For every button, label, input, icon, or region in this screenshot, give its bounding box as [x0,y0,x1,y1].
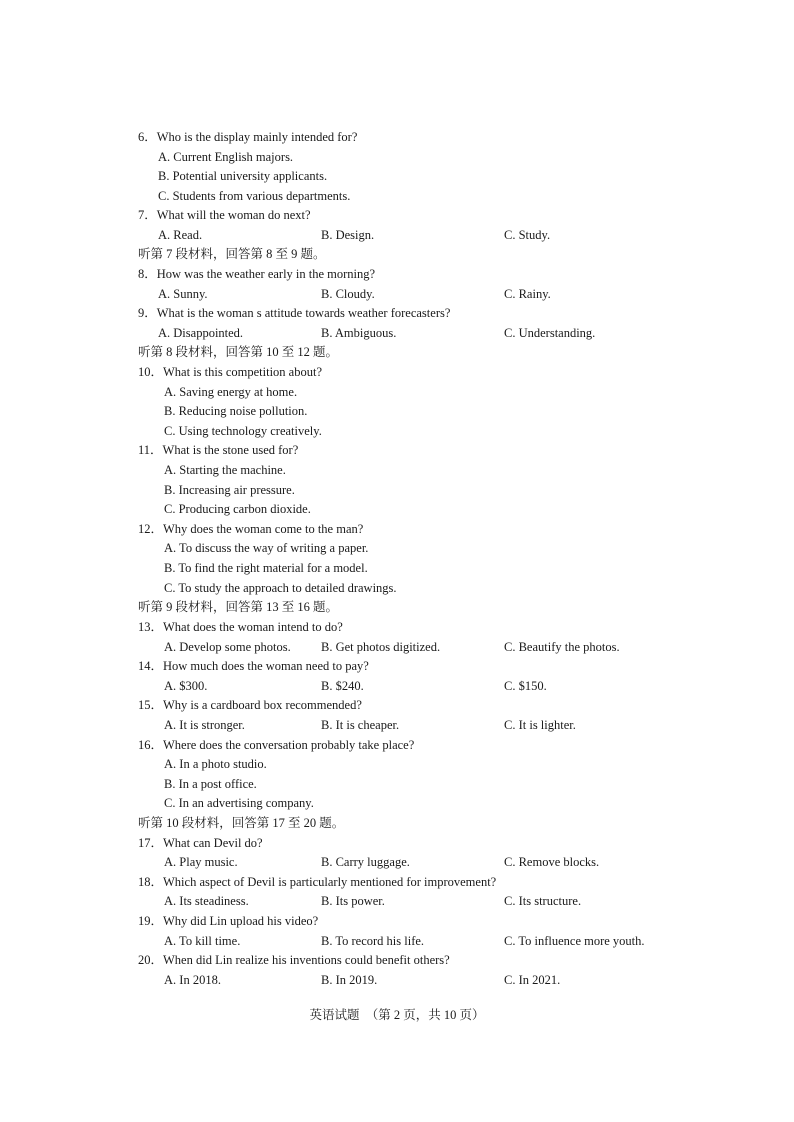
option-row [0,167,794,187]
question-8 [0,265,794,285]
option-row [0,892,794,912]
question-stem: 17．What can Devil do? [138,836,263,850]
option-b: B. $240. [321,679,364,693]
option-b: B. It is cheaper. [321,718,400,732]
section-heading [0,598,794,618]
question-stem: 18．Which aspect of Devil is particularly mentioned for improvement? [138,875,497,889]
option-row [0,971,794,991]
section-heading-text: 听第 10 段材料，回答第 17 至 20 题。 [138,816,345,830]
option-b: B. Its power. [321,894,385,908]
option-c: C. Using technology creatively. [164,424,322,438]
option-c: C. To influence more youth. [504,934,645,948]
option-b: B. In 2019. [321,973,378,987]
option-a: A. Play music. [164,855,238,869]
option-c: C. In an advertising company. [164,796,314,810]
option-row [0,579,794,599]
option-c: C. Remove blocks. [504,855,600,869]
question-16 [0,736,794,756]
option-row [0,539,794,559]
question-7 [0,206,794,226]
option-c: C. In 2021. [504,973,561,987]
option-b: B. Ambiguous. [321,326,397,340]
option-row [0,853,794,873]
option-b: B. Cloudy. [321,287,375,301]
option-row [0,638,794,658]
option-row [0,324,794,344]
option-row [0,794,794,814]
option-row [0,285,794,305]
option-row [0,755,794,775]
option-a: A. $300. [164,679,208,693]
option-a: A. Disappointed. [158,326,244,340]
option-row [0,716,794,736]
question-stem: 11．What is the stone used for? [138,443,299,457]
option-a: A. In a photo studio. [164,757,267,771]
question-11 [0,441,794,461]
option-a: A. Saving energy at home. [164,385,298,399]
section-heading-text: 听第 7 段材料，回答第 8 至 9 题。 [138,247,326,261]
option-row [0,775,794,795]
page-footer [0,1006,794,1026]
option-row [0,677,794,697]
option-row [0,461,794,481]
page-footer-text: 英语试题 （第 2 页，共 10 页） [309,1008,485,1022]
question-19 [0,912,794,932]
option-a: A. It is stronger. [164,718,245,732]
option-a: A. To discuss the way of writing a paper. [164,541,369,555]
question-stem: 16．Where does the conversation probably take place? [138,738,415,752]
option-row [0,226,794,246]
option-b: B. Design. [321,228,375,242]
option-c: C. Understanding. [504,326,596,340]
question-13 [0,618,794,638]
option-a: A. Sunny. [158,287,208,301]
option-c: C. It is lighter. [504,718,576,732]
question-stem: 9．What is the woman s attitude towards weather forecasters? [138,306,451,320]
option-c: C. To study the approach to detailed drawings. [164,581,397,595]
option-b: B. To find the right material for a model. [164,561,368,575]
option-c: C. Its structure. [504,894,582,908]
option-b: B. In a post office. [164,777,257,791]
question-17 [0,834,794,854]
section-heading [0,814,794,834]
section-heading-text: 听第 9 段材料，回答第 13 至 16 题。 [138,600,339,614]
question-stem: 12．Why does the woman come to the man? [138,522,364,536]
option-a: A. Develop some photos. [164,640,291,654]
option-c: C. Students from various departments. [158,189,351,203]
question-20 [0,951,794,971]
option-c: C. $150. [504,679,547,693]
option-c: C. Producing carbon dioxide. [164,502,311,516]
question-stem: 20．When did Lin realize his inventions could benefit others? [138,953,450,967]
question-stem: 15．Why is a cardboard box recommended? [138,698,362,712]
option-row [0,187,794,207]
option-row [0,481,794,501]
question-stem: 14．How much does the woman need to pay? [138,659,369,673]
option-b: B. Potential university applicants. [158,169,328,183]
option-a: A. In 2018. [164,973,221,987]
question-18 [0,873,794,893]
option-b: B. Increasing air pressure. [164,483,295,497]
option-row [0,559,794,579]
option-a: A. Starting the machine. [164,463,286,477]
option-row [0,422,794,442]
option-row [0,148,794,168]
question-stem: 19．Why did Lin upload his video? [138,914,319,928]
question-stem: 7．What will the woman do next? [138,208,311,222]
option-row [0,402,794,422]
section-heading [0,245,794,265]
option-b: B. Carry luggage. [321,855,410,869]
option-a: A. To kill time. [164,934,241,948]
option-b: B. Get photos digitized. [321,640,441,654]
question-10 [0,363,794,383]
section-heading-text: 听第 8 段材料，回答第 10 至 12 题。 [138,345,339,359]
option-a: A. Its steadiness. [164,894,249,908]
question-6 [0,128,794,148]
option-c: C. Beautify the photos. [504,640,620,654]
question-stem: 13．What does the woman intend to do? [138,620,343,634]
question-9 [0,304,794,324]
question-stem: 10．What is this competition about? [138,365,322,379]
question-12 [0,520,794,540]
option-row [0,932,794,952]
option-row [0,500,794,520]
question-15 [0,696,794,716]
question-stem: 8．How was the weather early in the morning? [138,267,376,281]
option-c: C. Study. [504,228,551,242]
question-stem: 6．Who is the display mainly intended for? [138,130,358,144]
option-a: A. Read. [158,228,203,242]
section-heading [0,343,794,363]
option-row [0,383,794,403]
question-14 [0,657,794,677]
option-b: B. Reducing noise pollution. [164,404,308,418]
option-b: B. To record his life. [321,934,425,948]
option-c: C. Rainy. [504,287,551,301]
option-a: A. Current English majors. [158,150,294,164]
